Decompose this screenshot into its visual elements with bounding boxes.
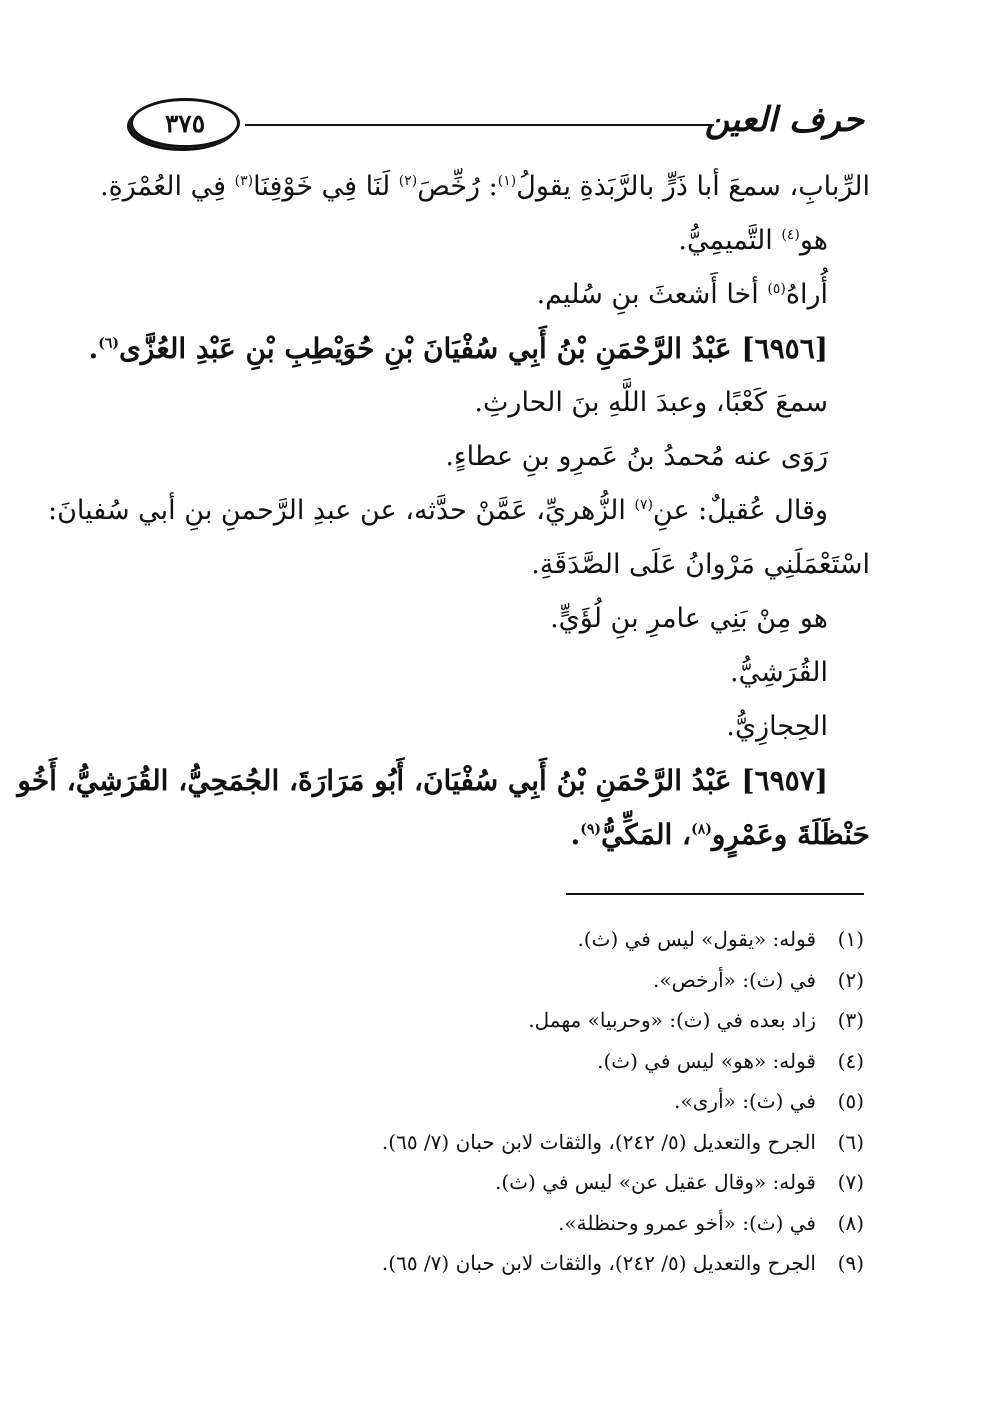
text-segment: هو [799,225,828,256]
text-segment: أُراهُ [785,279,828,310]
text-line: القُرَشِيُّ. [730,657,828,688]
footnote-marker: (٧) [634,497,653,513]
entry-heading-continued: حَنْظَلَةَ وعَمْرٍو$^{(٨)}$، المَكِّيُّ$^{(٩)}$. [570,818,870,851]
footnote-item [164,1000,864,1041]
footnote-text: في (ث): «أرى». [674,1089,816,1113]
page-number: ٣٧٥ [164,108,206,138]
text-segment: التَّميمِيُّ. [678,225,773,256]
footnote-number: (٩) [837,1251,864,1275]
footnote-number: (٨) [837,1210,864,1235]
text-segment: [٦٩٥٦] عَبْدُ الرَّحْمَنِ بْنُ أَبِي سُفْيَانَ بْنِ حُوَيْطِبِ بْنِ عَبْدِ العُزَّى [118,332,828,365]
text-segment: أخا أَشعثَ بنِ سُليم. [536,279,759,310]
text-segment: : رُخِّصَ [417,171,498,202]
footnote-marker: (٨) [691,821,712,838]
footnote-number: (٦) [837,1129,864,1154]
footnote-text: قوله: «وقال عقيل عن» ليس في (ث). [495,1170,816,1194]
footnote-item [164,1081,864,1122]
footnote-number: (٢) [837,967,864,992]
footnote-item [164,1041,864,1082]
footnote-text: في (ث): «أرخص». [652,967,816,992]
footnote-text: الجرح والتعديل (٥/ ٢٤٢)، والثقات لابن حبان (٧/ ٦٥). [381,1251,816,1275]
footnote-item [164,1122,864,1163]
footnote-item [164,1162,864,1203]
page-number-frame [130,98,240,148]
text-segment: حَنْظَلَةَ وعَمْرٍو [711,818,870,851]
running-title: حرف العين [704,100,864,140]
footnote-item [164,960,864,1001]
footnote-item [164,919,864,960]
footnote-item [164,1203,864,1244]
header-rule [245,124,714,126]
text-line [130,268,870,322]
footnotes [164,919,864,1284]
footnote-text: في (ث): «أخو عمرو وحنظلة». [558,1210,816,1235]
footnote-marker: (٢) [398,173,418,189]
footnote-marker: (١) [497,173,517,189]
text-line: اسْتَعْمَلَنِي مَرْوانُ عَلَى الصَّدَقَةِ. [531,549,870,580]
footnote-number: (١) [837,927,864,951]
footnote-number: (٧) [837,1170,864,1194]
footnote-separator [566,893,864,895]
text-segment: فِي العُمْرَةِ. [100,171,227,202]
footnote-marker: (٥) [767,281,786,297]
footnote-marker: (٦) [98,335,119,352]
footnote-number: (٥) [837,1089,864,1113]
footnote-text: قوله: «هو» ليس في (ث). [597,1048,816,1073]
text-line: رَوَى عنه مُحمدُ بنُ عَمرِو بنِ عطاءٍ. [445,441,828,472]
footnote-number: (٤) [837,1048,864,1073]
entry-heading: [٦٩٥٧] عَبْدُ الرَّحْمَنِ بْنُ أَبِي سُفْيَانَ، أَبُو مَرَارَةَ، الجُمَحِيُّ، القُرَشِيُّ، أَخُو [17,764,828,797]
text-segment: وقال عُقيلٌ: عنِ [652,495,828,526]
main-text [17,160,870,862]
footnote-marker: (٤) [781,227,800,243]
text-line: هو مِنْ بَنِي عامرِ بنِ لُؤَيٍّ. [550,603,828,634]
text-segment: الرِّبابِ، سمعَ أبا ذَرٍّ بالرَّبَذةِ يقولُ [516,171,870,202]
entry-heading: [٦٩٥٦] عَبْدُ الرَّحْمَنِ بْنُ أَبِي سُفْيَانَ بْنِ حُوَيْطِبِ بْنِ عَبْدِ العُزَّى$^{(٦)}$. [88,332,828,365]
text-segment: لَنَا فِي خَوْفِنَا [253,171,391,202]
footnote-marker: (٣) [234,173,254,189]
footnote-number: (٣) [837,1008,864,1032]
footnote-text: زاد بعده في (ث): «وحربيا» مهمل. [528,1008,816,1032]
text-line: سمعَ كَعْبًا، وعبدَ اللَّهِ بنَ الحارثِ. [474,387,828,418]
footnote-item [164,1243,864,1284]
text-line [48,484,870,538]
text-segment: الزُّهريِّ، عَمَّنْ حدَّثه، عن عبدِ الرَّحمنِ بنِ أبي سُفيانَ: [48,495,626,526]
text-line: الحِجازِيُّ. [726,711,828,742]
text-line [130,214,870,268]
footnote-marker: (٩) [580,821,601,838]
text-segment: ، المَكِّيُّ [600,818,692,851]
text-line [100,160,870,214]
page-header [130,98,864,150]
footnote-text: قوله: «يقول» ليس في (ث). [577,927,816,951]
footnote-text: الجرح والتعديل (٥/ ٢٤٢)، والثقات لابن حبان (٧/ ٦٥). [381,1129,816,1154]
